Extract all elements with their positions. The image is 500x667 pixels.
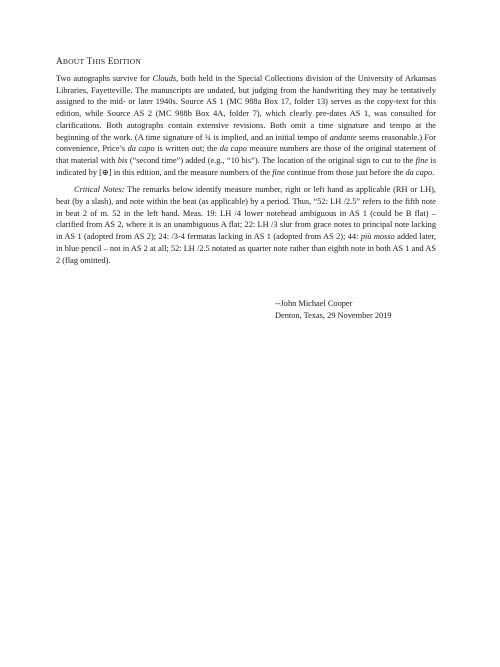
about-paragraph (56, 73, 436, 178)
italic-run: fine (272, 167, 285, 177)
critical-notes-paragraph (56, 184, 436, 266)
italic-run: da capo (127, 144, 155, 154)
italic-run: Critical Notes: (74, 185, 125, 195)
italic-run: bis (117, 155, 128, 165)
signature-block (275, 298, 475, 321)
text-run: added later, in blue pencil – not in AS 2 at all; 52: LH /2.5 notated as quarter note rather than eighth note in both AS 1 and AS 2 (flag omitted). (56, 232, 436, 265)
italic-run: Clouds (152, 74, 177, 83)
signature-place-date: Denton, Texas, 29 November 2019 (275, 310, 392, 320)
text-run: seems reasonable.) For convenience, Price’s (56, 132, 436, 154)
text-run: . (432, 167, 435, 177)
italic-run: da capo (405, 167, 433, 177)
text-run: (“second time”) added (e.g., “10 bis”). The location of the original sign to cut to the (127, 155, 416, 165)
text-run: The remarks below identify measure number, right or left hand as applicable (RH or LH), beat (by a slash), and note within the beat (as applicable) by a period. Thus, “52: LH /2.5” refers to the fifth note in beat 2 of m. 52 in the left hand. Meas. 19: LH /4 lower notehead ambiguous in AS 1 (could be B flat) – clarified from AS 2, where it is an unambiguous A flat; 22: LH /3 slur from grace notes to principal note lacking in AS 1 (adopted from AS 2); 24: /3-4 fermatas lacking in AS 1 (adopted from AS 2); 44: (56, 185, 436, 242)
text-run: is written out; the (154, 144, 220, 154)
text-run: continue from those just before the (284, 167, 406, 177)
section-heading-text: ABOUT THIS EDITION (56, 56, 142, 66)
italic-run: più mosso (360, 232, 395, 242)
italic-run: fine (415, 155, 429, 165)
section-heading (56, 56, 436, 67)
italic-run: da capo (219, 144, 247, 154)
text-run: measure numbers are those of the original statement of that material with (56, 144, 436, 165)
text-run: , both held in the Special Collections division of the University of Arkansas Libraries, Fayetteville. The manuscripts are undated, but judging from the handwriting they may be tentatively assigned to the mid- or later 1940s. Source AS 1 (MC 988a Box 17, folder 13) serves as the copy-text for this edition, while Source AS 2 (MC 988b Box 4A, folder 7), which clearly pre-dates AS 1, was consulted for clarifications. Both autographs contain extensive revisions. Both omit a time signature and tempo at the beginning of the work. (A time signature of ¾ is implied, and an initial tempo of (56, 74, 436, 142)
text-run: Two autographs survive for (56, 74, 153, 83)
edition-notes-page (56, 56, 436, 266)
text-run: is indicated by [⊕] in this edition, and the measure numbers of the (56, 155, 436, 177)
signature-name: --John Michael Cooper (275, 299, 353, 308)
italic-run: andante (329, 132, 357, 142)
